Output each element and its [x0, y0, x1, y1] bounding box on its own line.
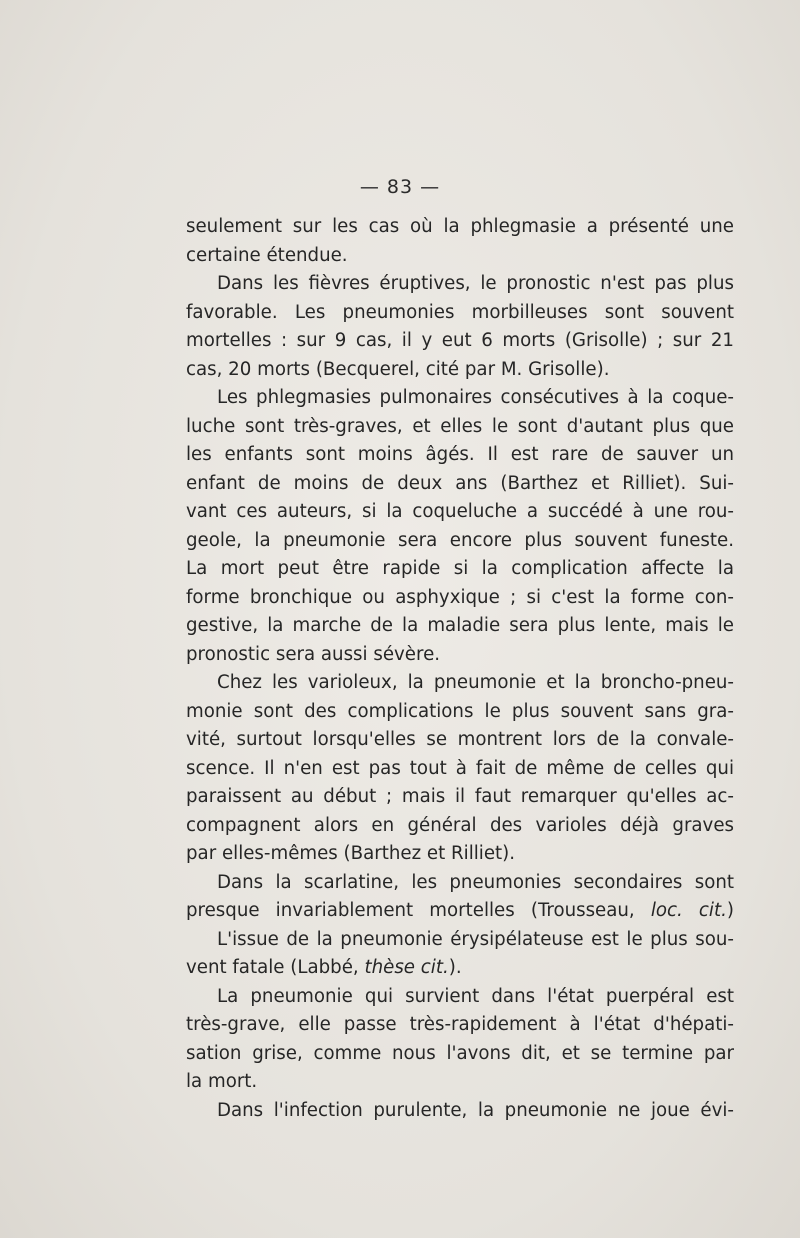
text-line: mortelles : sur 9 cas, il y eut 6 morts (Grisolle) ; sur 21 [186, 330, 734, 351]
text-line [186, 897, 734, 926]
text-line: La pneumonie qui survient dans l'état puerpéral est [217, 985, 734, 1007]
text-line [186, 954, 734, 983]
text-line: gestive, la marche de la maladie sera plus lente, mais le [186, 615, 734, 636]
text-line: la mort. [186, 1071, 258, 1092]
text-line: Dans la scarlatine, les pneumonies secondaires sont [217, 871, 734, 893]
text-segment: ). [448, 957, 462, 978]
text-line: certaine étendue. [186, 244, 348, 266]
text-line: luche sont très-graves, et elles le sont d'autant plus que [186, 415, 734, 437]
text-line: Les phlegmasies pulmonaires consécutives à la coque- [217, 387, 734, 408]
text-line: monie sont des complications le plus souvent sans gra- [186, 700, 734, 722]
text-line: cas, 20 morts (Becquerel, cité par M. Grisolle). [186, 358, 610, 380]
text-line: pronostic sera aussi sévère. [186, 643, 441, 665]
text-line: compagnent alors en général des varioles déjà graves [186, 814, 734, 836]
text-line: Dans l'infection purulente, la pneumonie ne joue évi- [217, 1099, 734, 1121]
text-line: très-grave, elle passe très-rapidement à l'état d'hépati- [186, 1014, 734, 1035]
text-line: enfant de moins de deux ans (Barthez et Rilliet). Sui- [186, 472, 734, 494]
text-line: seulement sur les cas où la phlegmasie a présenté une [186, 216, 734, 237]
text-line: Chez les varioleux, la pneumonie et la broncho-pneu- [217, 672, 734, 693]
italic-citation: loc. cit. [650, 900, 727, 921]
text-line: forme bronchique ou asphyxique ; si c'est la forme con- [186, 586, 734, 608]
text-line: vant ces auteurs, si la coqueluche a succédé à une rou- [186, 501, 734, 522]
text-segment: presque invariablement mortelles (Trousseau, [186, 900, 651, 921]
text-line: La mort peut être rapide si la complication affecte la [186, 558, 734, 579]
text-line: L'issue de la pneumonie érysipélateuse est le plus sou- [217, 928, 734, 950]
page-number: — 83 — [359, 176, 441, 198]
text-line: Dans les fièvres éruptives, le pronostic n'est pas plus [217, 273, 734, 294]
text-line: paraissent au début ; mais il faut remarquer qu'elles ac- [186, 786, 734, 807]
text-line: par elles-mêmes (Barthez et Rilliet). [186, 843, 516, 864]
text-segment: vent fatale (Labbé, [186, 957, 365, 978]
italic-citation: thèse cit. [364, 957, 449, 978]
text-line: sation grise, comme nous l'avons dit, et se termine par [186, 1042, 734, 1064]
text-line: geole, la pneumonie sera encore plus souvent funeste. [186, 529, 734, 551]
text-line: vité, surtout lorsqu'elles se montrent lors de la convale- [186, 729, 734, 750]
text-line: favorable. Les pneumonies morbilleuses sont souvent [186, 301, 734, 323]
text-line: les enfants sont moins âgés. Il est rare de sauver un [186, 444, 734, 465]
text-line: scence. Il n'en est pas tout à fait de même de celles qui [186, 757, 734, 779]
text-segment: ) [726, 900, 734, 921]
body-text [186, 213, 734, 1125]
